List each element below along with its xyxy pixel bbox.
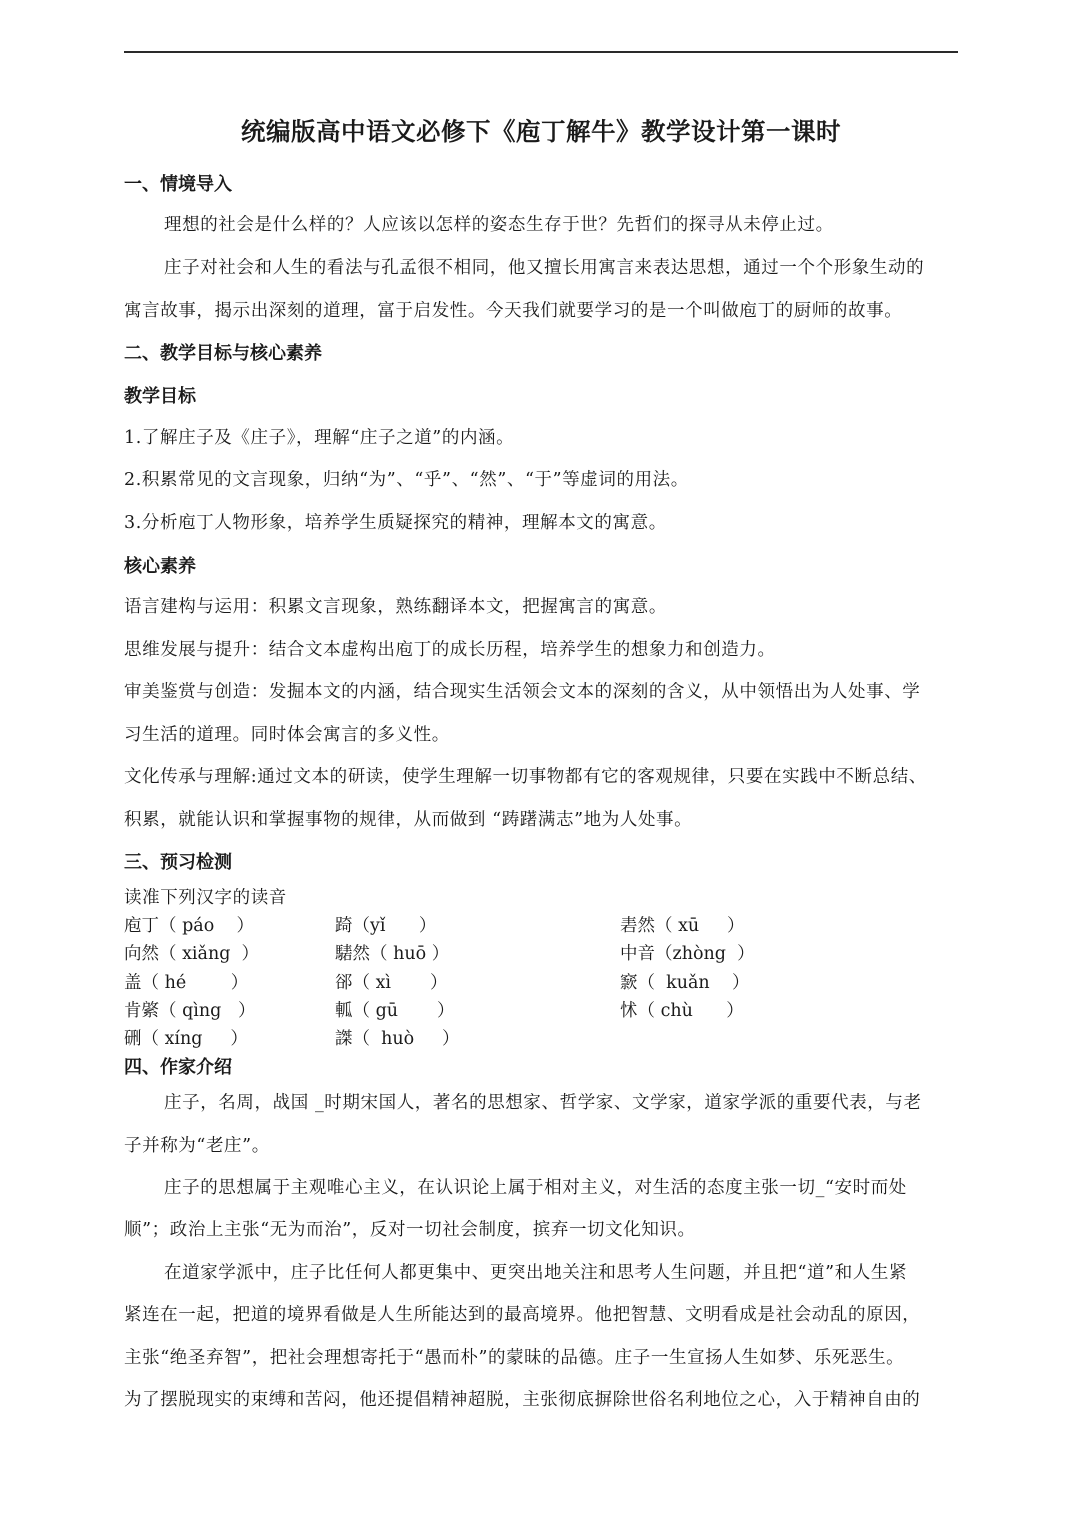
pinyin-cell: 軱（ gū ）	[335, 1001, 455, 1021]
pinyin-cell: 盖（ hé ）	[124, 973, 249, 993]
paragraph-line: 紧连在一起，把道的境界看做是人生所能达到的最高境界。他把智慧、文明看成是社会动乱的原因，	[124, 1305, 921, 1325]
core-item: 审美鉴赏与创造：发掘本文的内涵，结合现实生活领会文本的深刻的含义，从中领悟出为人处事、学	[124, 682, 921, 702]
header-rule	[124, 51, 958, 53]
paragraph-line: 寓言故事，揭示出深刻的道理，富于启发性。今天我们就要学习的是一个叫做庖丁的厨师的故事。	[124, 301, 903, 321]
core-literacy-heading: 核心素养	[124, 556, 196, 577]
pinyin-instructions: 读准下列汉字的读音	[124, 888, 287, 908]
section-4-heading: 四、作家介绍	[124, 1057, 232, 1078]
paragraph-line: 主张“绝圣弃智”，把社会理想寄托于“愚而朴”的蒙昧的品德。庄子一生宣扬人生如梦、乐死恶生。	[124, 1348, 905, 1368]
paragraph-line: 庄子对社会和人生的看法与孔孟很不相同，他又擅长用寓言来表达思想，通过一个个形象生动的	[164, 258, 925, 278]
paragraph-line: 庄子的思想属于主观唯心主义，在认识论上属于相对主义，对生活的态度主张一切_“安时而处	[164, 1178, 907, 1198]
pinyin-cell: 踦（yǐ ）	[335, 916, 437, 936]
section-3-heading: 三、预习检测	[124, 852, 232, 873]
paragraph-line: 庄子，名周，战国 _时期宋国人，著名的思想家、哲学家、文学家，道家学派的重要代表，与老	[164, 1093, 922, 1113]
pinyin-cell: 肯綮（ qìng ）	[124, 1001, 256, 1021]
pinyin-cell: 窾（ kuǎn ）	[620, 973, 750, 993]
pinyin-cell: 硎（ xíng ）	[124, 1029, 248, 1049]
core-item: 文化传承与理解:通过文本的研读，使学生理解一切事物都有它的客观规律，只要在实践中不断总结、	[124, 767, 927, 787]
paragraph-line: 子并称为“老庄”。	[124, 1136, 270, 1156]
pinyin-table	[124, 910, 824, 1050]
core-item: 习生活的道理。同时体会寓言的多义性。	[124, 725, 450, 745]
section-2-heading: 二、教学目标与核心素养	[124, 343, 322, 364]
paragraph-line: 在道家学派中，庄子比任何人都更集中、更突出地关注和思考人生问题，并且把“道”和人生紧	[164, 1263, 908, 1283]
core-item: 积累，就能认识和掌握事物的规律，从而做到 “踌躇满志”地为人处事。	[124, 810, 693, 830]
pinyin-cell: 騞然（ huō ）	[335, 944, 450, 964]
core-item: 思维发展与提升：结合文本虚构出庖丁的成长历程，培养学生的想象力和创造力。	[124, 640, 776, 660]
paragraph-line: 顺”；政治上主张“无为而治”，反对一切社会制度，摈弃一切文化知识。	[124, 1220, 696, 1240]
paragraph-line: 理想的社会是什么样的？人应该以怎样的姿态生存于世？先哲们的探寻从未停止过。	[164, 215, 834, 235]
pinyin-cell: 中音（zhòng ）	[620, 944, 755, 964]
section-1-heading: 一、情境导入	[124, 174, 232, 195]
goal-item: 2.积累常见的文言现象，归纳“为”、“乎”、“然”、“于”等虚词的用法。	[124, 470, 689, 490]
document-title: 统编版高中语文必修下《庖丁解牛》教学设计第一课时	[241, 117, 841, 146]
paragraph-line: 为了摆脱现实的束缚和苦闷，他还提倡精神超脱，主张彻底摒除世俗名利地位之心，入于精神自由的	[124, 1390, 921, 1410]
teaching-goals-heading: 教学目标	[124, 386, 196, 407]
goal-item: 3.分析庖丁人物形象，培养学生质疑探究的精神，理解本文的寓意。	[124, 513, 667, 533]
pinyin-cell: 向然（ xiǎng ）	[124, 944, 260, 964]
pinyin-cell: 怵（ chù ）	[620, 1001, 744, 1021]
pinyin-cell: 砉然（ xū ）	[620, 916, 745, 936]
pinyin-cell: 郤（ xì ）	[335, 973, 448, 993]
pinyin-cell: 謋（ huò ）	[335, 1029, 460, 1049]
goal-item: 1.了解庄子及《庄子》，理解“庄子之道”的内涵。	[124, 428, 515, 448]
pinyin-cell: 庖丁（ páo ）	[124, 916, 254, 936]
core-item: 语言建构与运用：积累文言现象，熟练翻译本文，把握寓言的寓意。	[124, 597, 667, 617]
